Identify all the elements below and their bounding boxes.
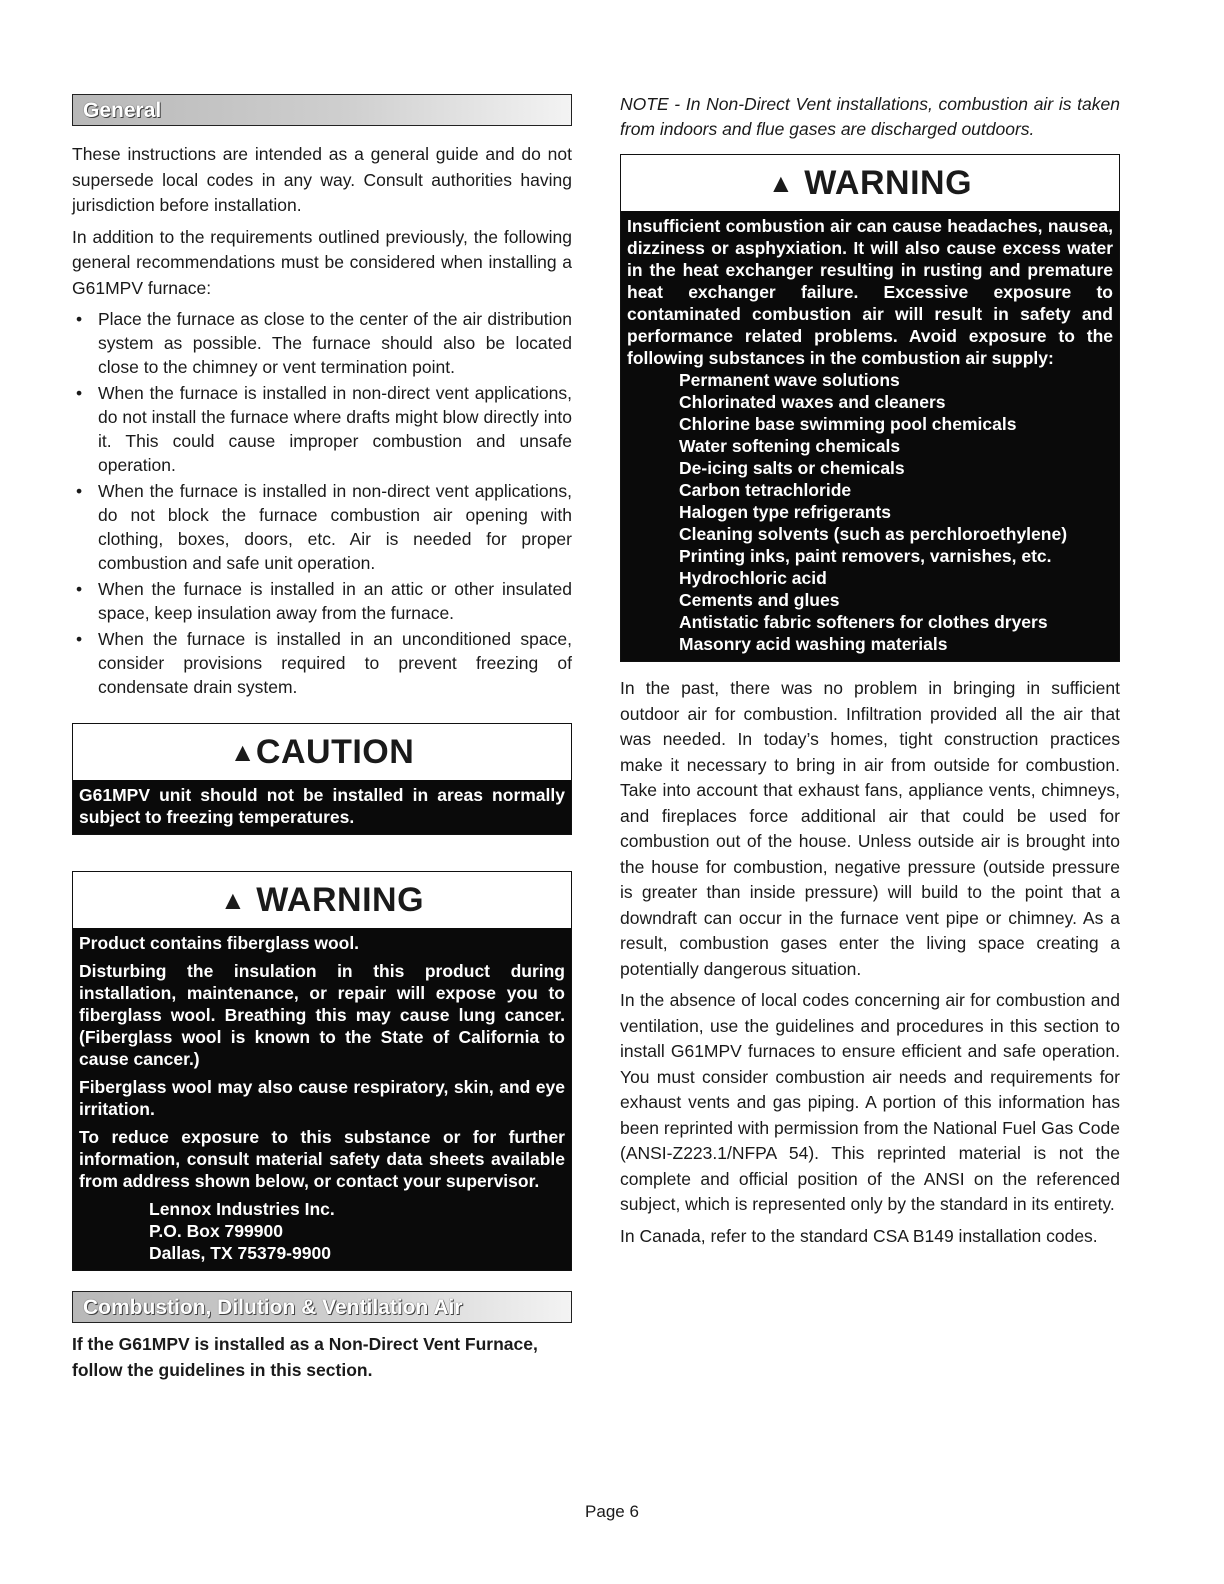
right-para-1: In the past, there was no problem in bringing in sufficient outdoor air for combustion. Infiltration provided all the air that was needed. In today’s homes, tight construction practices make it necessary to bring in air from outside for combustion. Take into account that exhaust fans, appliance vents, chimneys, and fireplaces force additional air that could be used for combustion out of the house. Unless outside air is brought into the house for combustion, negative pressure (outside pressure is greater than inside pressure) will build to the point that a downdraft can occur in the furnace vent pipe or chimney. As a result, combustion gases enter the living space creating a potentially dangerous situation. bbox=[620, 678, 1120, 979]
caution-text: G61MPV unit should not be installed in areas normally subject to freezing temperatures. bbox=[79, 785, 565, 827]
fiberglass-warning-title: WARNING bbox=[256, 881, 425, 919]
page-number: Page 6 bbox=[585, 1502, 639, 1521]
combustion-warning-title: WARNING bbox=[804, 164, 973, 202]
list-item: • When the furnace is installed in non-direct vent applications, do not install the furnace where drafts might blow directly into it. This could cause improper combustion and unsafe operation. bbox=[72, 381, 572, 477]
caution-triangle-icon: ▲ bbox=[229, 737, 256, 767]
list-item: • Place the furnace as close to the center of the air distribution system as possible. The furnace should also be located close to the chimney or vent termination point. bbox=[72, 307, 572, 379]
address-line: Lennox Industries Inc. bbox=[149, 1199, 335, 1219]
general-heading: General bbox=[72, 94, 572, 126]
non-direct-vent-note: NOTE - In Non-Direct Vent installations, combustion air is taken from indoors and flue gases are discharged outdoors. bbox=[620, 94, 1120, 139]
list-item: Water softening chemicals bbox=[679, 436, 901, 456]
combustion-warning-text: Insufficient combustion air can cause headaches, nausea, dizziness or asphyxiation. It will also cause excess water in the heat exchanger resulting in rusting and premature heat exchanger failure. Excessive exposure to contaminated combustion air will result in safety and performance related problems. Avoid exposure to the following substances in the combustion air supply: bbox=[627, 216, 1113, 368]
address-line: Dallas, TX 75379-9900 bbox=[149, 1243, 331, 1263]
list-item: • When the furnace is installed in an attic or other insulated space, keep insulation away from the furnace. bbox=[72, 577, 572, 625]
combustion-heading: Combustion, Dilution & Ventilation Air bbox=[72, 1291, 572, 1323]
right-para-3: In Canada, refer to the standard CSA B149 installation codes. bbox=[620, 1225, 1098, 1246]
general-bullet-list bbox=[72, 307, 572, 699]
caution-title-bar bbox=[73, 724, 571, 780]
address-block bbox=[79, 1198, 565, 1264]
list-item: Masonry acid washing materials bbox=[679, 634, 948, 654]
list-item: Chlorinated waxes and cleaners bbox=[679, 392, 946, 412]
general-para-2: In addition to the requirements outlined previously, the following general recommendations must be considered when installing a G61MPV furnace: bbox=[72, 226, 572, 298]
warning-paragraph: Product contains fiberglass wool. bbox=[79, 933, 360, 953]
list-item: Chlorine base swimming pool chemicals bbox=[679, 414, 1017, 434]
combustion-intro: If the G61MPV is installed as a Non-Direct Vent Furnace, follow the guidelines in this section. bbox=[72, 1334, 538, 1380]
warning-triangle-icon: ▲ bbox=[767, 168, 795, 198]
warning-paragraph: To reduce exposure to this substance or for further information, consult material safety data sheets available from address shown below, or contact your supervisor. bbox=[79, 1127, 565, 1191]
list-item: Permanent wave solutions bbox=[679, 370, 900, 390]
substance-list bbox=[627, 369, 1113, 655]
combustion-air-warning-box bbox=[620, 154, 1120, 662]
list-item: Antistatic fabric softeners for clothes dryers bbox=[679, 612, 1048, 632]
caution-title: CAUTION bbox=[255, 733, 415, 771]
list-item: Cleaning solvents (such as perchloroethylene) bbox=[679, 524, 1068, 544]
combustion-warning-body bbox=[621, 211, 1119, 661]
warning-paragraph: Disturbing the insulation in this product during installation, maintenance, or repair will expose you to fiberglass wool. Breathing this may cause lung cancer. (Fiberglass wool is known to the State of California to cause cancer.) bbox=[79, 961, 565, 1069]
list-item: De-icing salts or chemicals bbox=[679, 458, 905, 478]
right-column bbox=[620, 92, 1120, 1255]
left-column bbox=[72, 94, 572, 1383]
caution-box bbox=[72, 723, 572, 835]
list-item: Cements and glues bbox=[679, 590, 840, 610]
warning-paragraph: Fiberglass wool may also cause respiratory, skin, and eye irritation. bbox=[79, 1077, 565, 1119]
list-item: Carbon tetrachloride bbox=[679, 480, 852, 500]
list-item: • When the furnace is installed in an unconditioned space, consider provisions required to prevent freezing of condensate drain system. bbox=[72, 627, 572, 699]
list-item: Printing inks, paint removers, varnishes, etc. bbox=[679, 546, 1052, 566]
combustion-warning-title-bar bbox=[621, 155, 1119, 211]
list-item: Halogen type refrigerants bbox=[679, 502, 891, 522]
fiberglass-warning-title-bar bbox=[73, 872, 571, 928]
caution-body bbox=[73, 780, 571, 834]
list-item: • When the furnace is installed in non-direct vent applications, do not block the furnace combustion air opening with clothing, boxes, doors, etc. Air is needed for proper combustion and safe unit operation. bbox=[72, 479, 572, 575]
warning-triangle-icon: ▲ bbox=[219, 885, 247, 915]
fiberglass-warning-box bbox=[72, 871, 572, 1271]
list-item: Hydrochloric acid bbox=[679, 568, 827, 588]
fiberglass-warning-body bbox=[73, 928, 571, 1270]
right-para-2: In the absence of local codes concerning air for combustion and ventilation, use the guidelines and procedures in this section to install G61MPV furnaces to ensure efficient and safe operation. You must consider combustion air needs and requirements for exhaust vents and gas piping. A portion of this information has been reprinted with permission from the National Fuel Gas Code (ANSI-Z223.1/NFPA 54). This reprinted material is not the complete and official position of the ANSI on the referenced subject, which is represented only by the standard in its entirety. bbox=[620, 990, 1120, 1214]
address-line: P.O. Box 799900 bbox=[149, 1221, 283, 1241]
general-para-1: These instructions are intended as a general guide and do not supersede local codes in any way. Consult authorities having jurisdiction before installation. bbox=[72, 144, 572, 215]
